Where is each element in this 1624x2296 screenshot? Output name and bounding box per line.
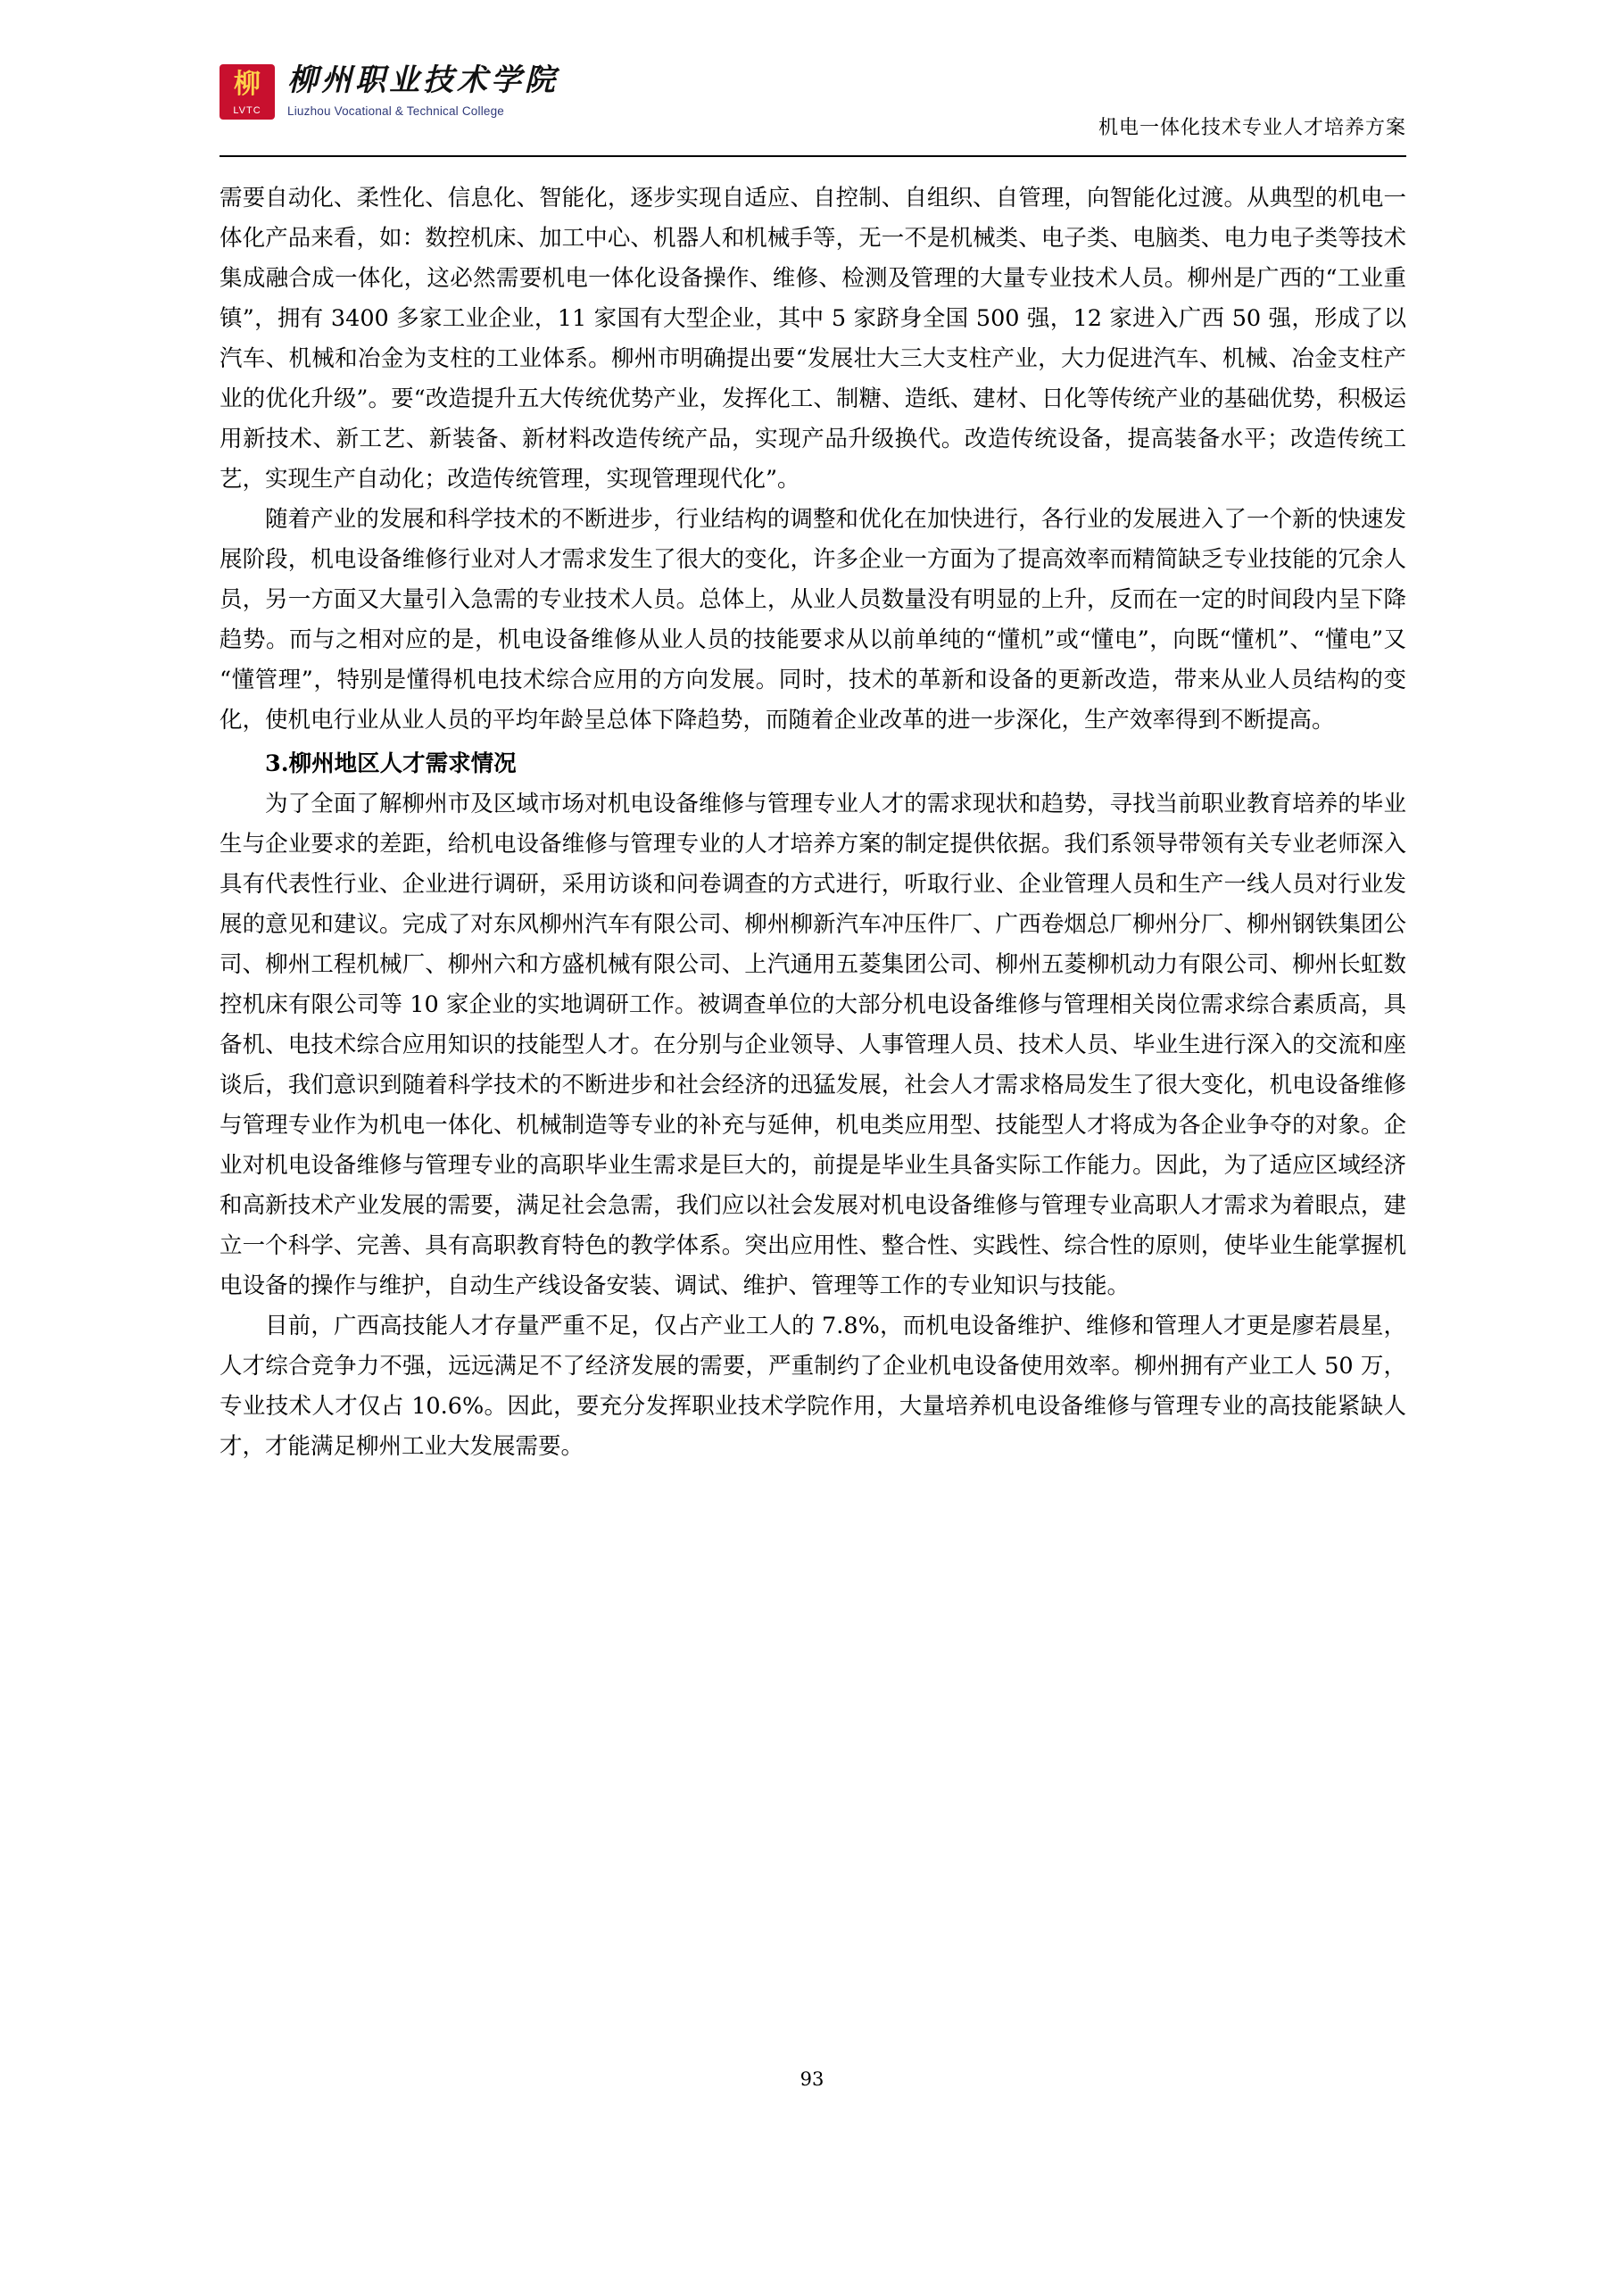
- page-content: [220, 62, 1406, 1467]
- logo-abbreviation: LVTC: [233, 105, 261, 116]
- paragraph-2: 随着产业的发展和科学技术的不断进步，行业结构的调整和优化在加快进行，各行业的发展进入了一个新的快速发展阶段，机电设备维修行业对人才需求发生了很大的变化，许多企业一方面为了提高效率而精简缺乏专业技能的冗余人员，另一方面又大量引入急需的专业技术人员。总体上，从业人员数量没有明显的上升，反而在一定的时间段内呈下降趋势。而与之相对应的是，机电设备维修从业人员的技能要求从以前单纯的“懂机”或“懂电”，向既“懂机”、“懂电”又“懂管理”，特别是懂得机电技术综合应用的方向发展。同时，技术的革新和设备的更新改造，带来从业人员结构的变化，使机电行业从业人员的平均年龄呈总体下降趋势，而随着企业改革的进一步深化，生产效率得到不断提高。: [220, 506, 1406, 734]
- logo-text-block: [287, 62, 559, 118]
- page-header: [220, 62, 1406, 159]
- page-number: 93: [800, 2068, 824, 2090]
- running-title: 机电一体化技术专业人才培养方案: [1098, 117, 1406, 139]
- paragraph-3: 为了全面了解柳州市及区域市场对机电设备维修与管理专业人才的需求现状和趋势，寻找当前职业教育培养的毕业生与企业要求的差距，给机电设备维修与管理专业的人才培养方案的制定提供依据。我们系领导带领有关专业老师深入具有代表性行业、企业进行调研，采用访谈和问卷调查的方式进行，听取行业、企业管理人员和生产一线人员对行业发展的意见和建议。完成了对东风柳州汽车有限公司、柳州柳新汽车冲压件厂、广西卷烟总厂柳州分厂、柳州钢铁集团公司、柳州工程机械厂、柳州六和方盛机械有限公司、上汽通用五菱集团公司、柳州五菱柳机动力有限公司、柳州长虹数控机床有限公司等 10 家企业的实地调研工作。被调查单位的大部分机电设备维修与管理相关岗位需求综合素质高，具备机、电技术综合应用知识的技能型人才。在分别与企业领导、人事管理人员、技术人员、毕业生进行深入的交流和座谈后，我们意识到随着科学技术的不断进步和社会经济的迅猛发展，社会人才需求格局发生了很大变化，机电设备维修与管理专业作为机电一体化、机械制造等专业的补充与延伸，机电类应用型、技能型人才将成为各企业争夺的对象。企业对机电设备维修与管理专业的高职毕业生需求是巨大的，前提是毕业生具备实际工作能力。因此，为了适应区域经济和高新技术产业发展的需要，满足社会急需，我们应以社会发展对机电设备维修与管理专业高职人才需求为着眼点，建立一个科学、完善、具有高职教育特色的教学体系。突出应用性、整合性、实践性、综合性的原则，使毕业生能掌握机电设备的操作与维护，自动生产线设备安装、调试、维护、管理等工作的专业知识与技能。: [220, 791, 1406, 1299]
- college-logo: [220, 62, 559, 120]
- college-name-cn: 柳州职业技术学院: [287, 62, 559, 98]
- logo-mark-icon: [220, 64, 275, 120]
- logo-glyph: 柳: [234, 69, 261, 100]
- body-text: [220, 178, 1406, 1467]
- header-divider: [220, 155, 1406, 157]
- paragraph-1: 需要自动化、柔性化、信息化、智能化，逐步实现自适应、自控制、自组织、自管理，向智能化过渡。从典型的机电一体化产品来看，如：数控机床、加工中心、机器人和机械手等，无一不是机械类、电子类、电脑类、电力电子类等技术集成融合成一体化，这必然需要机电一体化设备操作、维修、检测及管理的大量专业技术人员。柳州是广西的“工业重镇”，拥有 3400 多家工业企业，11 家国有大型企业，其中 5 家跻身全国 500 强，12 家进入广西 50 强，形成了以汽车、机械和冶金为支柱的工业体系。柳州市明确提出要“发展壮大三大支柱产业，大力促进汽车、机械、冶金支柱产业的优化升级”。要“改造提升五大传统优势产业，发挥化工、制糖、造纸、建材、日化等传统产业的基础优势，积极运用新技术、新工艺、新装备、新材料改造传统产品，实现产品升级换代。改造传统设备，提高装备水平；改造传统工艺，实现生产自动化；改造传统管理，实现管理现代化”。: [220, 185, 1406, 493]
- section-heading: 3.柳州地区人才需求情况: [265, 750, 517, 777]
- paragraph-4: 目前，广西高技能人才存量严重不足，仅占产业工人的 7.8%，而机电设备维护、维修和管理人才更是廖若晨星，人才综合竞争力不强，远远满足不了经济发展的需要，严重制约了企业机电设备使用效率。柳州拥有产业工人 50 万，专业技术人才仅占 10.6%。因此，要充分发挥职业技术学院作用，大量培养机电设备维修与管理专业的高技能紧缺人才，才能满足柳州工业大发展需要。: [220, 1313, 1406, 1460]
- college-name-en: Liuzhou Vocational & Technical College: [287, 104, 505, 118]
